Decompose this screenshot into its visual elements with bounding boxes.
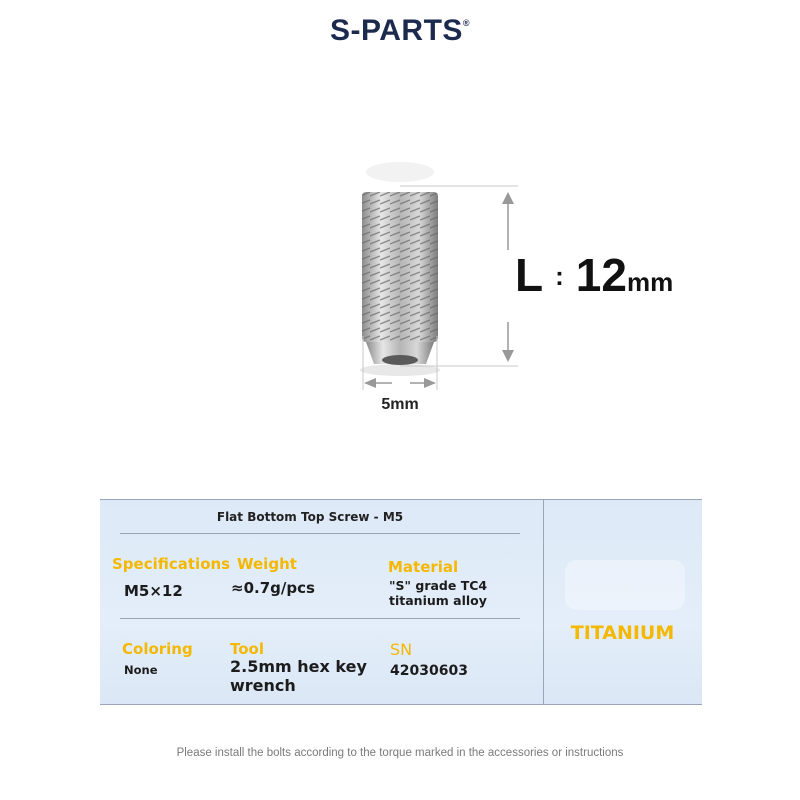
brand-name: S-PARTS (329, 14, 463, 47)
product-title: Flat Bottom Top Screw - M5 (216, 510, 404, 524)
tool-value-line2: wrench (230, 676, 296, 695)
registered-mark: ® (462, 18, 471, 28)
length-value: 12 (575, 249, 627, 301)
specifications-label: Specifications (112, 555, 231, 573)
tool-value-line1: 2.5mm hex key (230, 657, 367, 676)
material-value-line2: titanium alloy (389, 593, 487, 608)
vertical-dimension-arrow (502, 192, 514, 362)
weight-value: ≈0.7g/pcs (231, 579, 315, 597)
install-note: Please install the bolts according to the torque marked in the accessories or instructions (176, 747, 624, 759)
panel-divider (543, 500, 544, 704)
diameter-dimension: 5mm (381, 396, 419, 413)
titanium-watermark (565, 560, 685, 610)
spec-panel (100, 499, 702, 705)
panel-rule-middle (120, 618, 520, 619)
length-letter: L (515, 249, 544, 301)
material-label: Material (388, 558, 459, 576)
sn-label: SN (390, 640, 413, 659)
weight-label: Weight (237, 555, 297, 573)
sn-value: 42030603 (390, 663, 468, 679)
screw-image (340, 150, 530, 400)
coloring-label: Coloring (122, 640, 193, 658)
coloring-value: None (124, 663, 158, 677)
specifications-value: M5×12 (124, 582, 183, 600)
length-colon: : (555, 261, 564, 291)
tool-label: Tool (230, 640, 264, 658)
length-unit: mm (626, 267, 674, 297)
titanium-badge: TITANIUM (570, 622, 675, 644)
material-value-line1: "S" grade TC4 (389, 578, 488, 593)
length-dimension (515, 248, 673, 302)
panel-rule-top (120, 533, 520, 534)
